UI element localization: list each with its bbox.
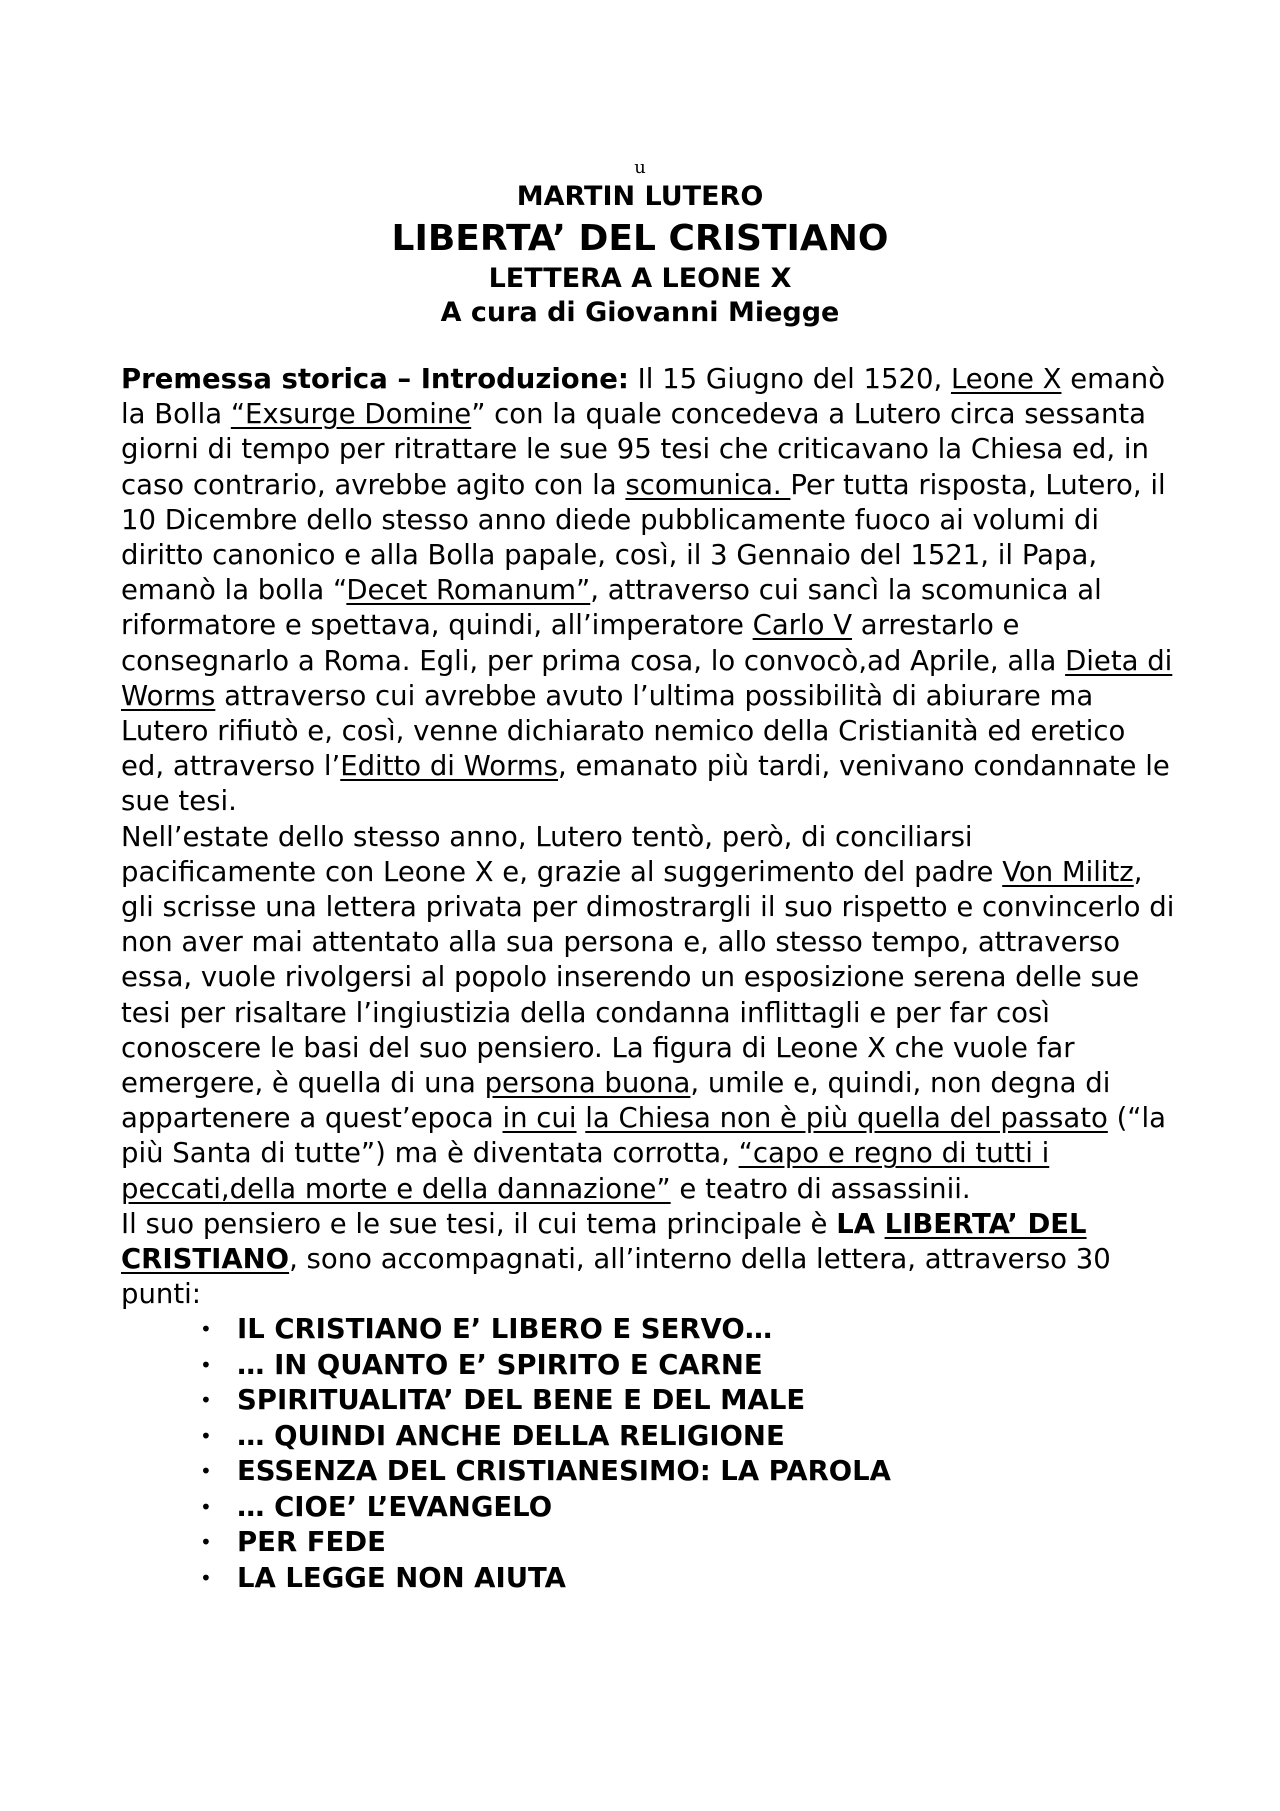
list-item: [121, 1454, 1176, 1490]
text-run: attraverso cui avrebbe avuto l’ultima possibilità di abiurare ma Lutero rifiutò e, così, venne dichiarato nemico della Cristianità ed eretico ed, attraverso l’: [121, 679, 1126, 783]
second-paragraph: [121, 820, 1176, 1207]
list-item-text: SPIRITUALITA’ DEL BENE E DEL MALE: [237, 1384, 806, 1417]
list-item-text: IL CRISTIANO E’ LIBERO E SERVO…: [237, 1313, 773, 1346]
text-run: [577, 1102, 586, 1134]
list-item-text: PER FEDE: [237, 1526, 386, 1559]
text-run: emanò la Bolla: [121, 363, 1166, 431]
bullet-icon: •: [200, 1317, 212, 1342]
list-item-text: ESSENZA DEL CRISTIANESIMO: LA PAROLA: [237, 1455, 891, 1488]
body-text: [121, 362, 1176, 1596]
text-run: arrestarlo e consegnarlo a Roma. Egli, per prima cosa, lo convocò,ad Aprile, alla: [121, 609, 1066, 677]
link-von-militz[interactable]: Von Militz: [1002, 855, 1134, 888]
link-editto-di-worms[interactable]: Editto di Worms: [340, 750, 559, 783]
text-run: , attraverso cui sancì la scomunica al riformatore e spettava, quindi, all’imperatore: [121, 574, 1102, 642]
text-run: , sono accompagnati, all’interno della lettera, attraverso 30 punti:: [121, 1243, 1111, 1311]
stray-mark: u: [634, 157, 646, 178]
text-run: , emanato più tardi, venivano condannate le sue tesi.: [121, 750, 1170, 818]
points-list: [121, 1312, 1176, 1596]
bullet-icon: •: [200, 1459, 212, 1484]
link-dieta-di-worms[interactable]: Dieta di Worms: [121, 644, 1173, 712]
list-item: [121, 1525, 1176, 1561]
list-item-text: … QUINDI ANCHE DELLA RELIGIONE: [237, 1419, 785, 1452]
intro-label: Premessa storica – Introduzione:: [121, 363, 629, 395]
title-block: [0, 180, 1280, 330]
link-leone-x[interactable]: Leone X: [950, 363, 1062, 395]
third-paragraph: [121, 1207, 1176, 1313]
link-persona-buona[interactable]: persona buona: [484, 1067, 691, 1100]
editor-line: A cura di Giovanni Miegge: [440, 297, 840, 328]
link-capo-e-regno[interactable]: “capo e regno di tutti i peccati,della morte e della dannazione”: [121, 1137, 1050, 1205]
bullet-icon: •: [200, 1565, 212, 1590]
bullet-icon: •: [200, 1352, 212, 1377]
text-run: Il 15 Giugno del 1520,: [628, 363, 951, 395]
bullet-icon: •: [200, 1423, 212, 1448]
list-item-text: … IN QUANTO E’ SPIRITO E CARNE: [237, 1348, 763, 1381]
text-run: ” con la quale concedeva a Lutero circa sessanta giorni di tempo per ritrattare le sue 95 tesi che criticavano la Chiesa ed, in caso contrario, avrebbe agito con la: [121, 398, 1149, 501]
list-item: [121, 1561, 1176, 1597]
link-scomunica[interactable]: scomunica.: [625, 468, 791, 501]
list-item: [121, 1490, 1176, 1526]
main-title: LIBERTA’ DEL CRISTIANO: [391, 218, 889, 259]
list-item: [121, 1383, 1176, 1419]
link-in-cui[interactable]: in cui: [502, 1102, 577, 1135]
list-item: [121, 1419, 1176, 1455]
text-run: , gli scrisse una lettera privata per dimostrargli il suo rispetto e convincerlo di non aver mai attentato alla sua persona e, allo stesso tempo, attraverso essa, vuole rivolgersi al popolo inserendo un esposizione serena delle sue tesi per risaltare l’ingiustizia della condanna inflittagli e per far così conoscere le basi del suo pensiero. La figura di Leone X che vuole far emergere, è quella di una: [121, 855, 1175, 1100]
text-run: Il suo pensiero e le sue tesi, il cui tema principale è: [121, 1207, 837, 1240]
text-run: Per tutta risposta, Lutero, il 10 Dicembre dello stesso anno diede pubblicamente fuoco ai volumi di diritto canonico e alla Bolla papale, così, il 3 Gennaio del 1521, il Papa, emanò la bolla “: [121, 468, 1166, 607]
list-item: [121, 1348, 1176, 1384]
text-run: , umile e, quindi, non degna di appartenere a quest’epoca: [121, 1067, 1111, 1135]
subtitle: LETTERA A LEONE X: [488, 263, 792, 294]
link-liberta-del-cristiano[interactable]: LIBERTA’ DEL CRISTIANO: [121, 1207, 1087, 1276]
author-heading: MARTIN LUTERO: [516, 181, 764, 212]
intro-paragraph: [121, 362, 1176, 820]
text-run: Nell’estate dello stesso anno, Lutero tentò, però, di conciliarsi pacificamente con Leone X e, grazie al suggerimento del padre: [121, 820, 1003, 888]
bullet-icon: •: [200, 1530, 212, 1555]
link-carlo-v[interactable]: Carlo V: [752, 609, 853, 642]
link-chiesa-passato[interactable]: la Chiesa non è più quella del passato: [585, 1102, 1108, 1135]
bullet-icon: •: [200, 1494, 212, 1519]
link-decet-romanum[interactable]: Decet Romanum”: [346, 574, 591, 607]
text-run: e teatro di assassinii.: [670, 1172, 971, 1205]
list-item-text: LA LEGGE NON AIUTA: [237, 1561, 566, 1594]
link-exsurge-domine[interactable]: “Exsurge Domine: [230, 398, 472, 431]
list-item: [121, 1312, 1176, 1348]
text-run: (“la più Santa di tutte”) ma è diventata corrotta,: [121, 1102, 1167, 1170]
bullet-icon: •: [200, 1388, 212, 1413]
bold-run: LA: [836, 1207, 885, 1240]
list-item-text: … CIOE’ L’EVANGELO: [237, 1490, 553, 1523]
